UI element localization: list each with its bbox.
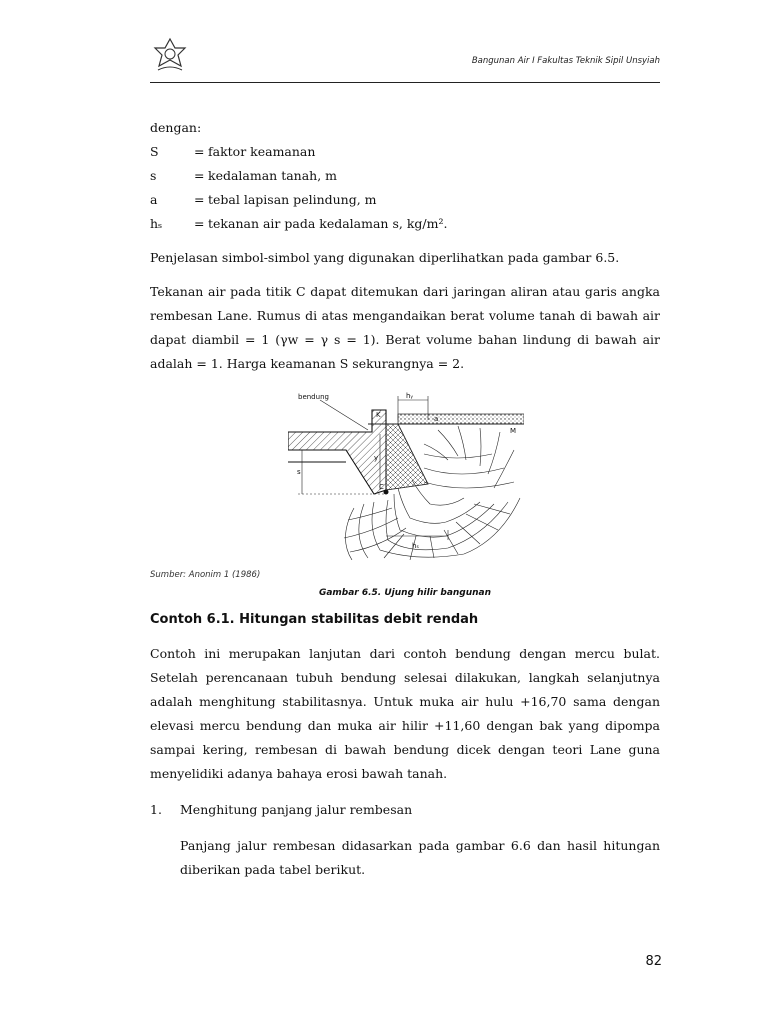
definition-text: faktor keamanan [208, 144, 316, 159]
definition-row [150, 188, 660, 212]
definition-symbol: S [150, 144, 159, 159]
definition-equals: = [194, 192, 205, 207]
university-logo-icon [150, 36, 190, 76]
label-hy: hᵧ [406, 392, 414, 400]
page-number: 82 [645, 954, 662, 969]
filter-wedge [386, 424, 428, 490]
definition-equals: = [194, 144, 205, 159]
step-1-paragraph: Panjang jalur rembesan didasarkan pada gambar 6.6 dan hasil hitungan diberikan pada tabel berikut. [180, 838, 660, 877]
label-y: y [374, 454, 379, 462]
definition-symbol: a [150, 192, 158, 207]
label-c: C [379, 483, 384, 491]
label-hs: hₛ [412, 542, 420, 550]
step-1-heading [150, 798, 660, 822]
definition-symbol: s [150, 168, 157, 183]
definition-text: kedalaman tanah, m [208, 168, 338, 183]
definition-symbol: hₛ [150, 216, 163, 231]
label-a: a [434, 415, 439, 423]
step-title: Menghitung panjang jalur rembesan [180, 802, 413, 817]
protective-layer [398, 414, 524, 424]
label-s: s [297, 468, 301, 476]
page-content [150, 116, 660, 882]
definition-row [150, 140, 660, 164]
example-paragraph: Contoh ini merupakan lanjutan dari contoh bendung dengan mercu bulat. Setelah perencanaan tubuh bendung selesai dilakukan, langkah selanjutnya adalah menghitung stabilitasnya. Untuk muka air hulu +16,70 sama dengan elevasi mercu bendung dan muka air hilir +11,60 dengan bak yang dipompa sampai kering, rembesan di bawah bendung dicek dengan teori Lane guna menyelidiki adanya bahaya erosi bawah tanah. [150, 646, 660, 781]
definitions-intro: dengan: [150, 120, 202, 135]
label-bendung: bendung [298, 393, 329, 401]
definition-equals: = [194, 168, 205, 183]
example-heading: Contoh 6.1. Hitungan stabilitas debit rendah [150, 612, 479, 627]
definition-text: tebal lapisan pelindung, m [208, 192, 377, 207]
definition-row [150, 164, 660, 188]
definition-text: tekanan air pada kedalaman s, kg/m². [208, 216, 448, 231]
point-c [384, 490, 389, 495]
paragraph-symbols: Penjelasan simbol-simbol yang digunakan diperlihatkan pada gambar 6.5. [150, 250, 620, 265]
definitions-list [150, 140, 660, 236]
page-header [150, 36, 660, 83]
header-title: Bangunan Air I Fakultas Teknik Sipil Unsyiah [471, 56, 660, 66]
label-k: K [376, 411, 381, 419]
weir-toe-diagram [288, 390, 524, 560]
definition-equals: = [194, 216, 205, 231]
label-m: M [510, 427, 517, 435]
figure-6-5 [150, 390, 660, 564]
figure-caption: Gambar 6.5. Ujung hilir bangunan [318, 588, 492, 598]
figure-source: Sumber: Anonim 1 (1986) [150, 570, 261, 580]
step-number: 1. [150, 802, 162, 817]
paragraph-pressure: Tekanan air pada titik C dapat ditemukan dari jaringan aliran atau garis angka rembesan Lane. Rumus di atas mengandaikan berat volume tanah di bawah air dapat diambil = 1 (γw = γ s = 1). Berat volume bahan lindung di bawah air adalah = 1. Harga keamanan S sekurangnya = 2. [150, 284, 660, 371]
definition-row [150, 212, 660, 236]
weir-body [288, 410, 386, 494]
